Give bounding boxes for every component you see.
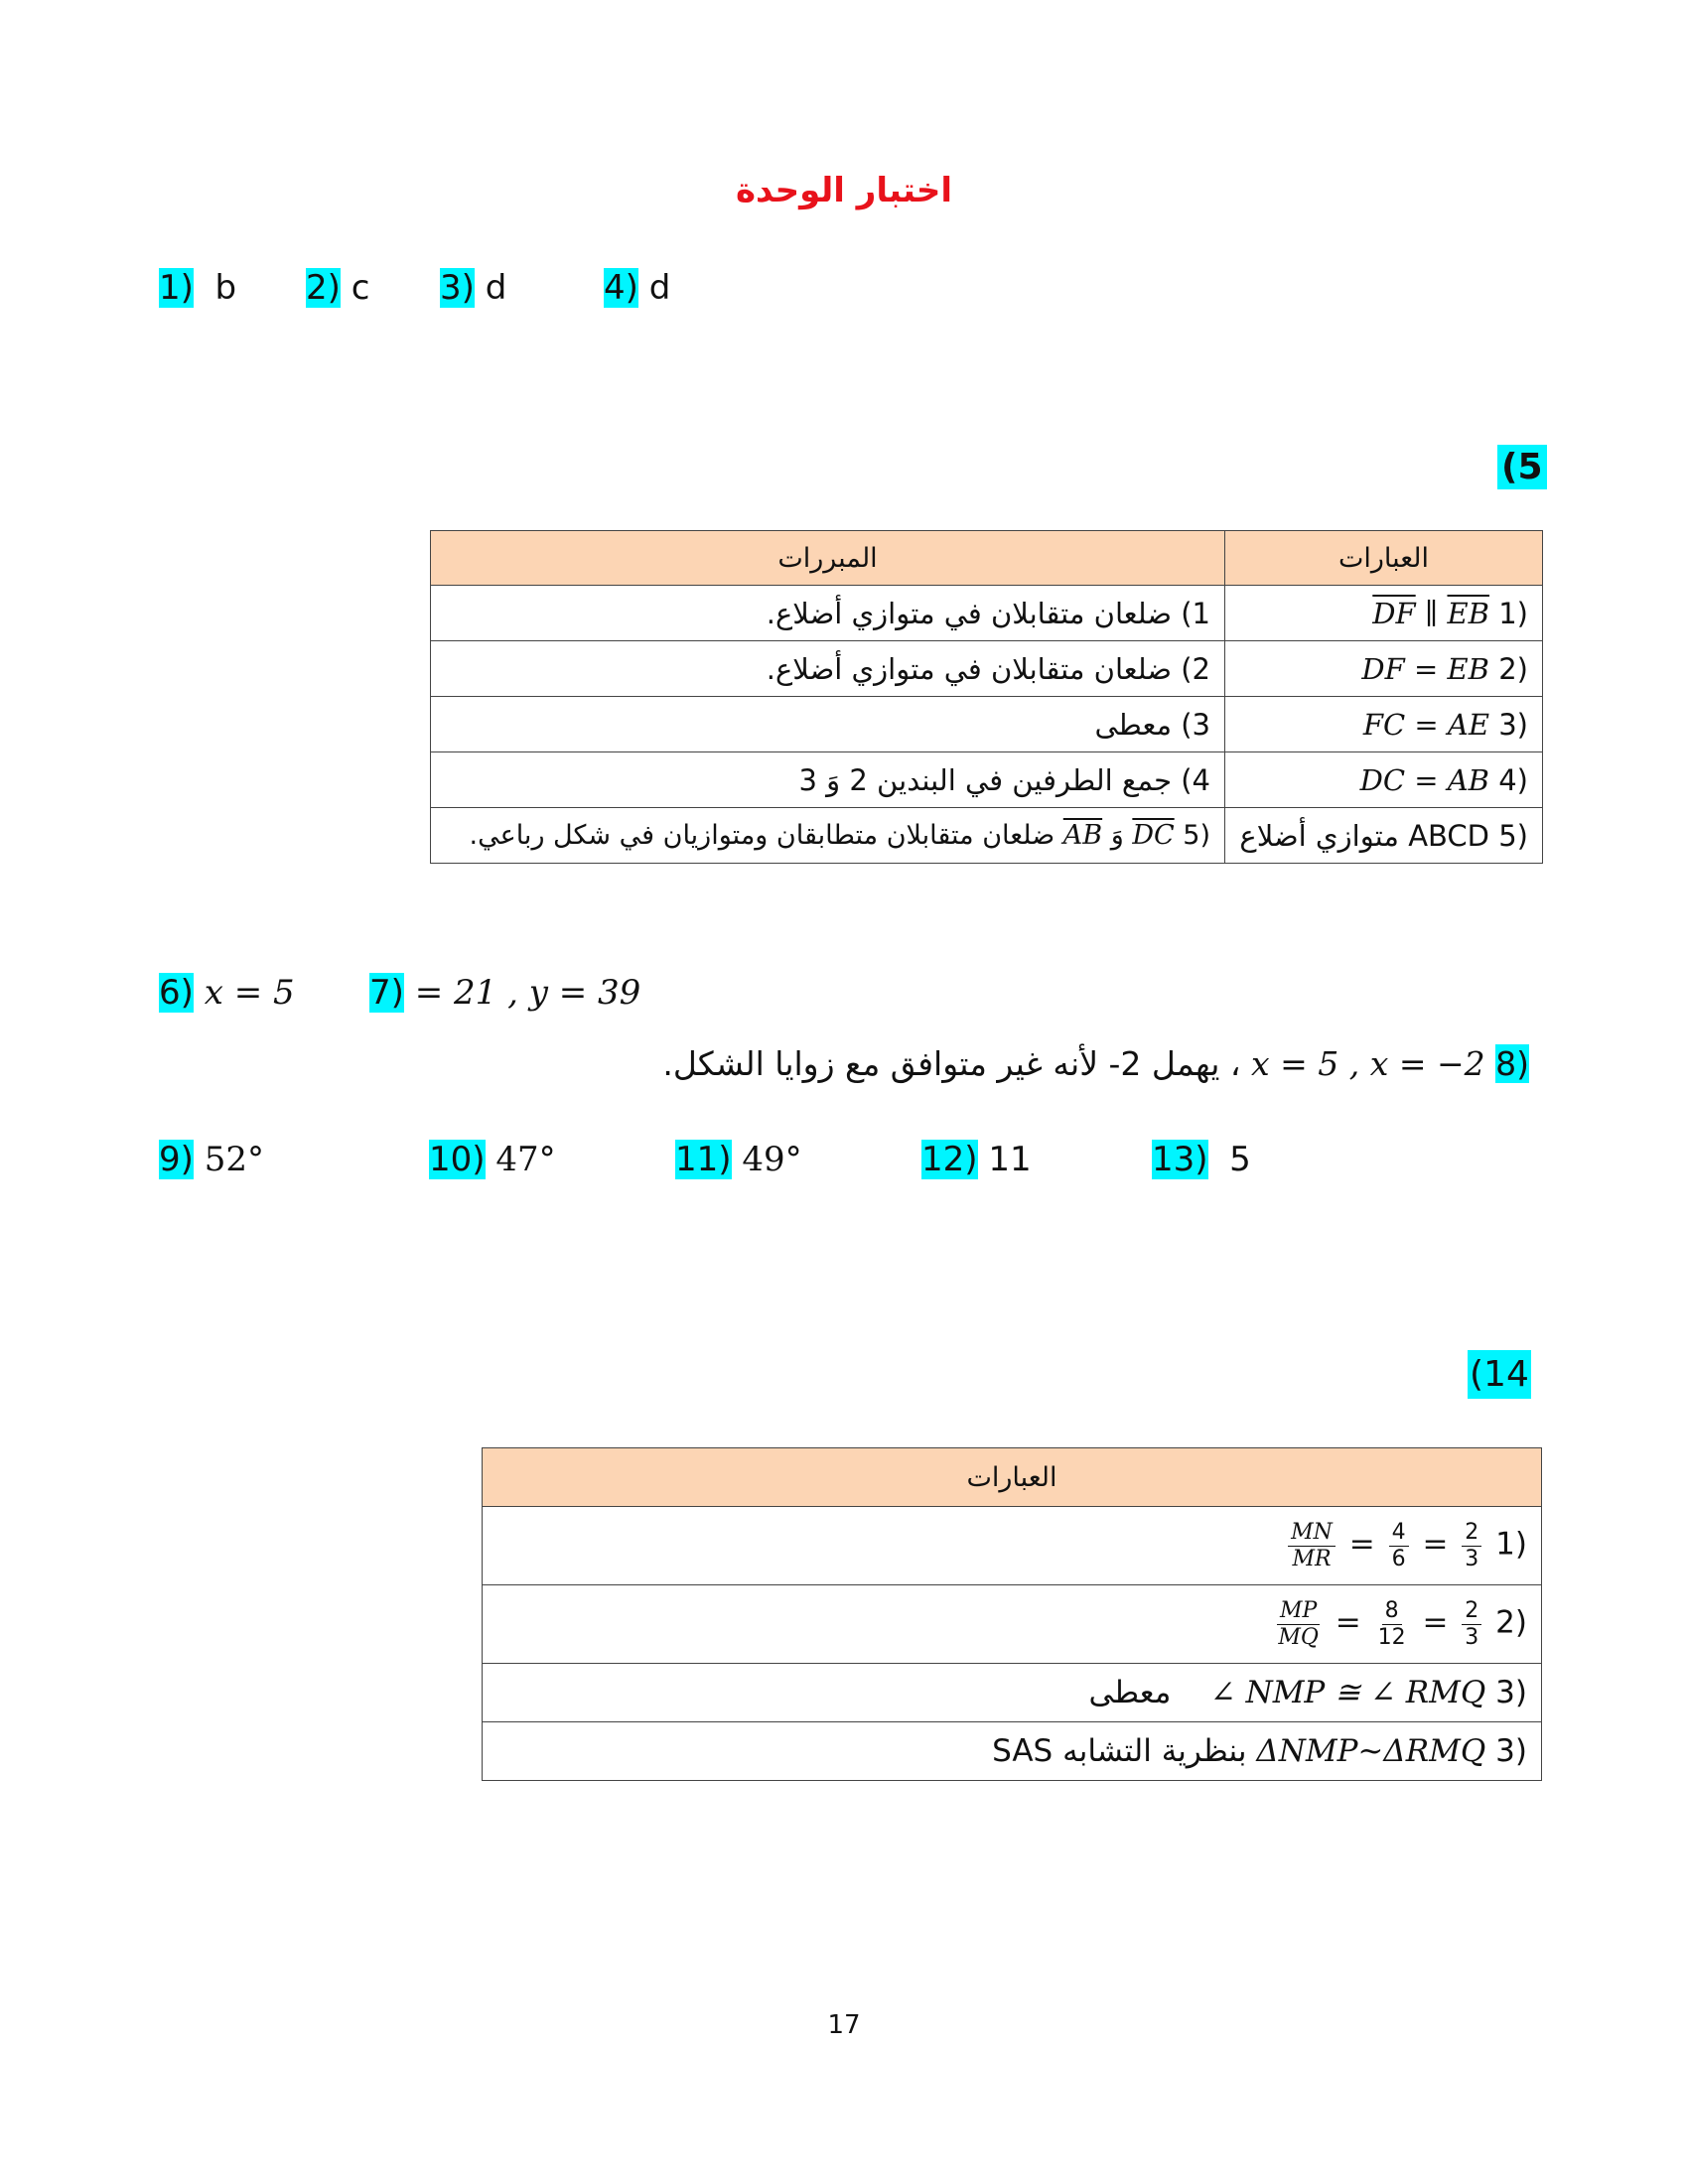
fraction (1462, 1520, 1481, 1571)
conjunction: وَ (1110, 820, 1124, 851)
statement-cell (483, 1664, 1542, 1722)
answer-7 (369, 973, 640, 1013)
answer-10-value: 47° (495, 1140, 556, 1179)
statement-number: (3 (1498, 707, 1528, 742)
statement-number: (3 (1495, 1675, 1527, 1710)
answer-13-number: 13) (1152, 1140, 1208, 1179)
answer-1 (159, 268, 236, 308)
reason-cell: 4) جمع الطرفين في البندين 2 وَ 3 (431, 752, 1225, 808)
reason-number: (5 (1183, 820, 1210, 851)
parallel-statement (1372, 597, 1489, 630)
answer-4 (604, 268, 670, 308)
table-row (431, 697, 1543, 752)
answer-8-number: (8 (1495, 1044, 1529, 1083)
page-title: اختبار الوحدة (735, 171, 953, 210)
answer-12 (921, 1140, 1032, 1179)
answer-13-value: 5 (1229, 1140, 1251, 1179)
reason-cell: 3) معطى (431, 697, 1225, 752)
answer-8-text: ، يهمل 2- لأنه غير متوافق مع زوايا الشكل. (662, 1044, 1241, 1083)
question-14-label: (14 (1468, 1350, 1531, 1399)
reason-cell: 1) ضلعان متقابلان في متوازي أضلاع. (431, 586, 1225, 641)
answer-10 (429, 1140, 556, 1179)
statement-number: (4 (1498, 762, 1528, 797)
fraction (1375, 1598, 1409, 1650)
table-row (483, 1722, 1542, 1781)
answer-13 (1152, 1140, 1251, 1179)
answer-7-value: = 21 , y = 39 (414, 973, 641, 1013)
answer-9 (159, 1140, 264, 1179)
fraction (1275, 1598, 1322, 1650)
proof-table-q5 (430, 530, 1543, 864)
statements-header: العبارات (1225, 531, 1543, 586)
reasons-header: المبررات (431, 531, 1225, 586)
answer-12-number: 12) (921, 1140, 978, 1179)
reason-text: بنظرية التشابه SAS (992, 1733, 1247, 1769)
answer-11 (675, 1140, 802, 1179)
answer-3-number: 3) (440, 268, 475, 308)
statements-header: العبارات (483, 1448, 1542, 1507)
answer-4-number: 4) (604, 268, 638, 308)
statement-expression: FC = AE (1362, 707, 1489, 742)
question-5-label: (5 (1497, 445, 1547, 489)
table-row (431, 752, 1543, 808)
answer-11-number: 11) (675, 1140, 732, 1179)
denominator: 3 (1465, 1624, 1479, 1650)
segment-eb: $\overline{EB}$ (1447, 596, 1489, 630)
proof-table-q14 (482, 1447, 1542, 1781)
ratio-expression: $\frac{MN}{MR}$ = $\frac{4}{6}$ = $\frac{2}{3}$ (1284, 1520, 1485, 1571)
table-header-row (483, 1448, 1542, 1507)
statement-cell (483, 1585, 1542, 1664)
answer-2-number: 2) (306, 268, 341, 308)
table-row (483, 1507, 1542, 1585)
table-row (431, 586, 1543, 641)
page-number: 17 (827, 2010, 861, 2040)
answer-3-value: d (485, 268, 507, 308)
answer-6 (159, 973, 295, 1013)
reason-text: معطى (1088, 1675, 1172, 1710)
answer-3 (440, 268, 506, 308)
answer-6-value: x = 5 (204, 973, 295, 1013)
answer-1-value: b (214, 268, 237, 308)
statement-number: (2 (1495, 1604, 1527, 1641)
numerator: MP (1277, 1598, 1320, 1624)
angle-congruence: ∠ NMP ≅ ∠ RMQ (1209, 1675, 1486, 1710)
answer-9-value: 52° (204, 1140, 264, 1179)
statement-number: (1 (1495, 1526, 1527, 1563)
numerator: 4 (1389, 1520, 1409, 1546)
denominator: MR (1292, 1546, 1332, 1571)
statement-number: (5 (1498, 818, 1528, 853)
table-row (431, 808, 1543, 864)
segment-ab: AB (1062, 820, 1103, 851)
table-row (483, 1585, 1542, 1664)
answer-10-number: 10) (429, 1140, 486, 1179)
answer-12-value: 11 (988, 1140, 1032, 1179)
answer-2-value: c (351, 268, 370, 308)
answer-2 (306, 268, 369, 308)
denominator: MQ (1278, 1624, 1319, 1650)
numerator: 2 (1462, 1520, 1481, 1546)
statement-cell (1225, 697, 1543, 752)
parallel-symbol: ∥ (1415, 596, 1448, 630)
answer-1-number: 1) (159, 268, 194, 308)
answer-4-value: d (648, 268, 671, 308)
fraction (1462, 1598, 1481, 1650)
statement-cell (1225, 641, 1543, 697)
table-header-row (431, 531, 1543, 586)
numerator: MN (1288, 1520, 1336, 1546)
similarity-statement: ΔNMP~ΔRMQ (1256, 1733, 1486, 1769)
segment-df: $\overline{DF}$ (1372, 596, 1416, 630)
statement-text: ABCD متوازي أضلاع (1239, 818, 1489, 853)
segment-dc: DC (1132, 820, 1175, 851)
answer-8 (662, 1044, 1529, 1083)
denominator: 3 (1465, 1546, 1479, 1571)
denominator: 12 (1377, 1624, 1406, 1650)
statement-cell (1225, 808, 1543, 864)
fraction (1389, 1520, 1409, 1571)
table-row (483, 1664, 1542, 1722)
statement-cell (483, 1507, 1542, 1585)
fraction (1288, 1520, 1336, 1571)
statement-number: (2 (1498, 651, 1528, 686)
statement-number: (3 (1495, 1733, 1527, 1769)
numerator: 8 (1382, 1598, 1402, 1624)
answer-9-number: 9) (159, 1140, 194, 1179)
statement-number: (1 (1498, 596, 1528, 630)
reason-cell: 2) ضلعان متقابلان في متوازي أضلاع. (431, 641, 1225, 697)
denominator: 6 (1391, 1546, 1406, 1571)
statement-cell (1225, 586, 1543, 641)
numerator: 2 (1462, 1598, 1481, 1624)
answer-6-number: 6) (159, 973, 194, 1013)
reason-cell (431, 808, 1225, 864)
statement-expression: DF = EB (1361, 651, 1489, 686)
answer-11-value: 49° (742, 1140, 802, 1179)
answer-8-expression: x = 5 , x = −2 (1251, 1044, 1485, 1083)
statement-cell (1225, 752, 1543, 808)
statement-expression: DC = AB (1359, 762, 1489, 797)
reason-text: ضلعان متقابلان متطابقان ومتوازيان في شكل رباعي. (469, 820, 1055, 851)
ratio-expression: $\frac{MP}{MQ}$ = $\frac{8}{12}$ = $\frac{2}{3}$ (1271, 1598, 1485, 1650)
statement-cell (483, 1722, 1542, 1781)
answer-7-number: 7) (369, 973, 404, 1013)
table-row (431, 641, 1543, 697)
